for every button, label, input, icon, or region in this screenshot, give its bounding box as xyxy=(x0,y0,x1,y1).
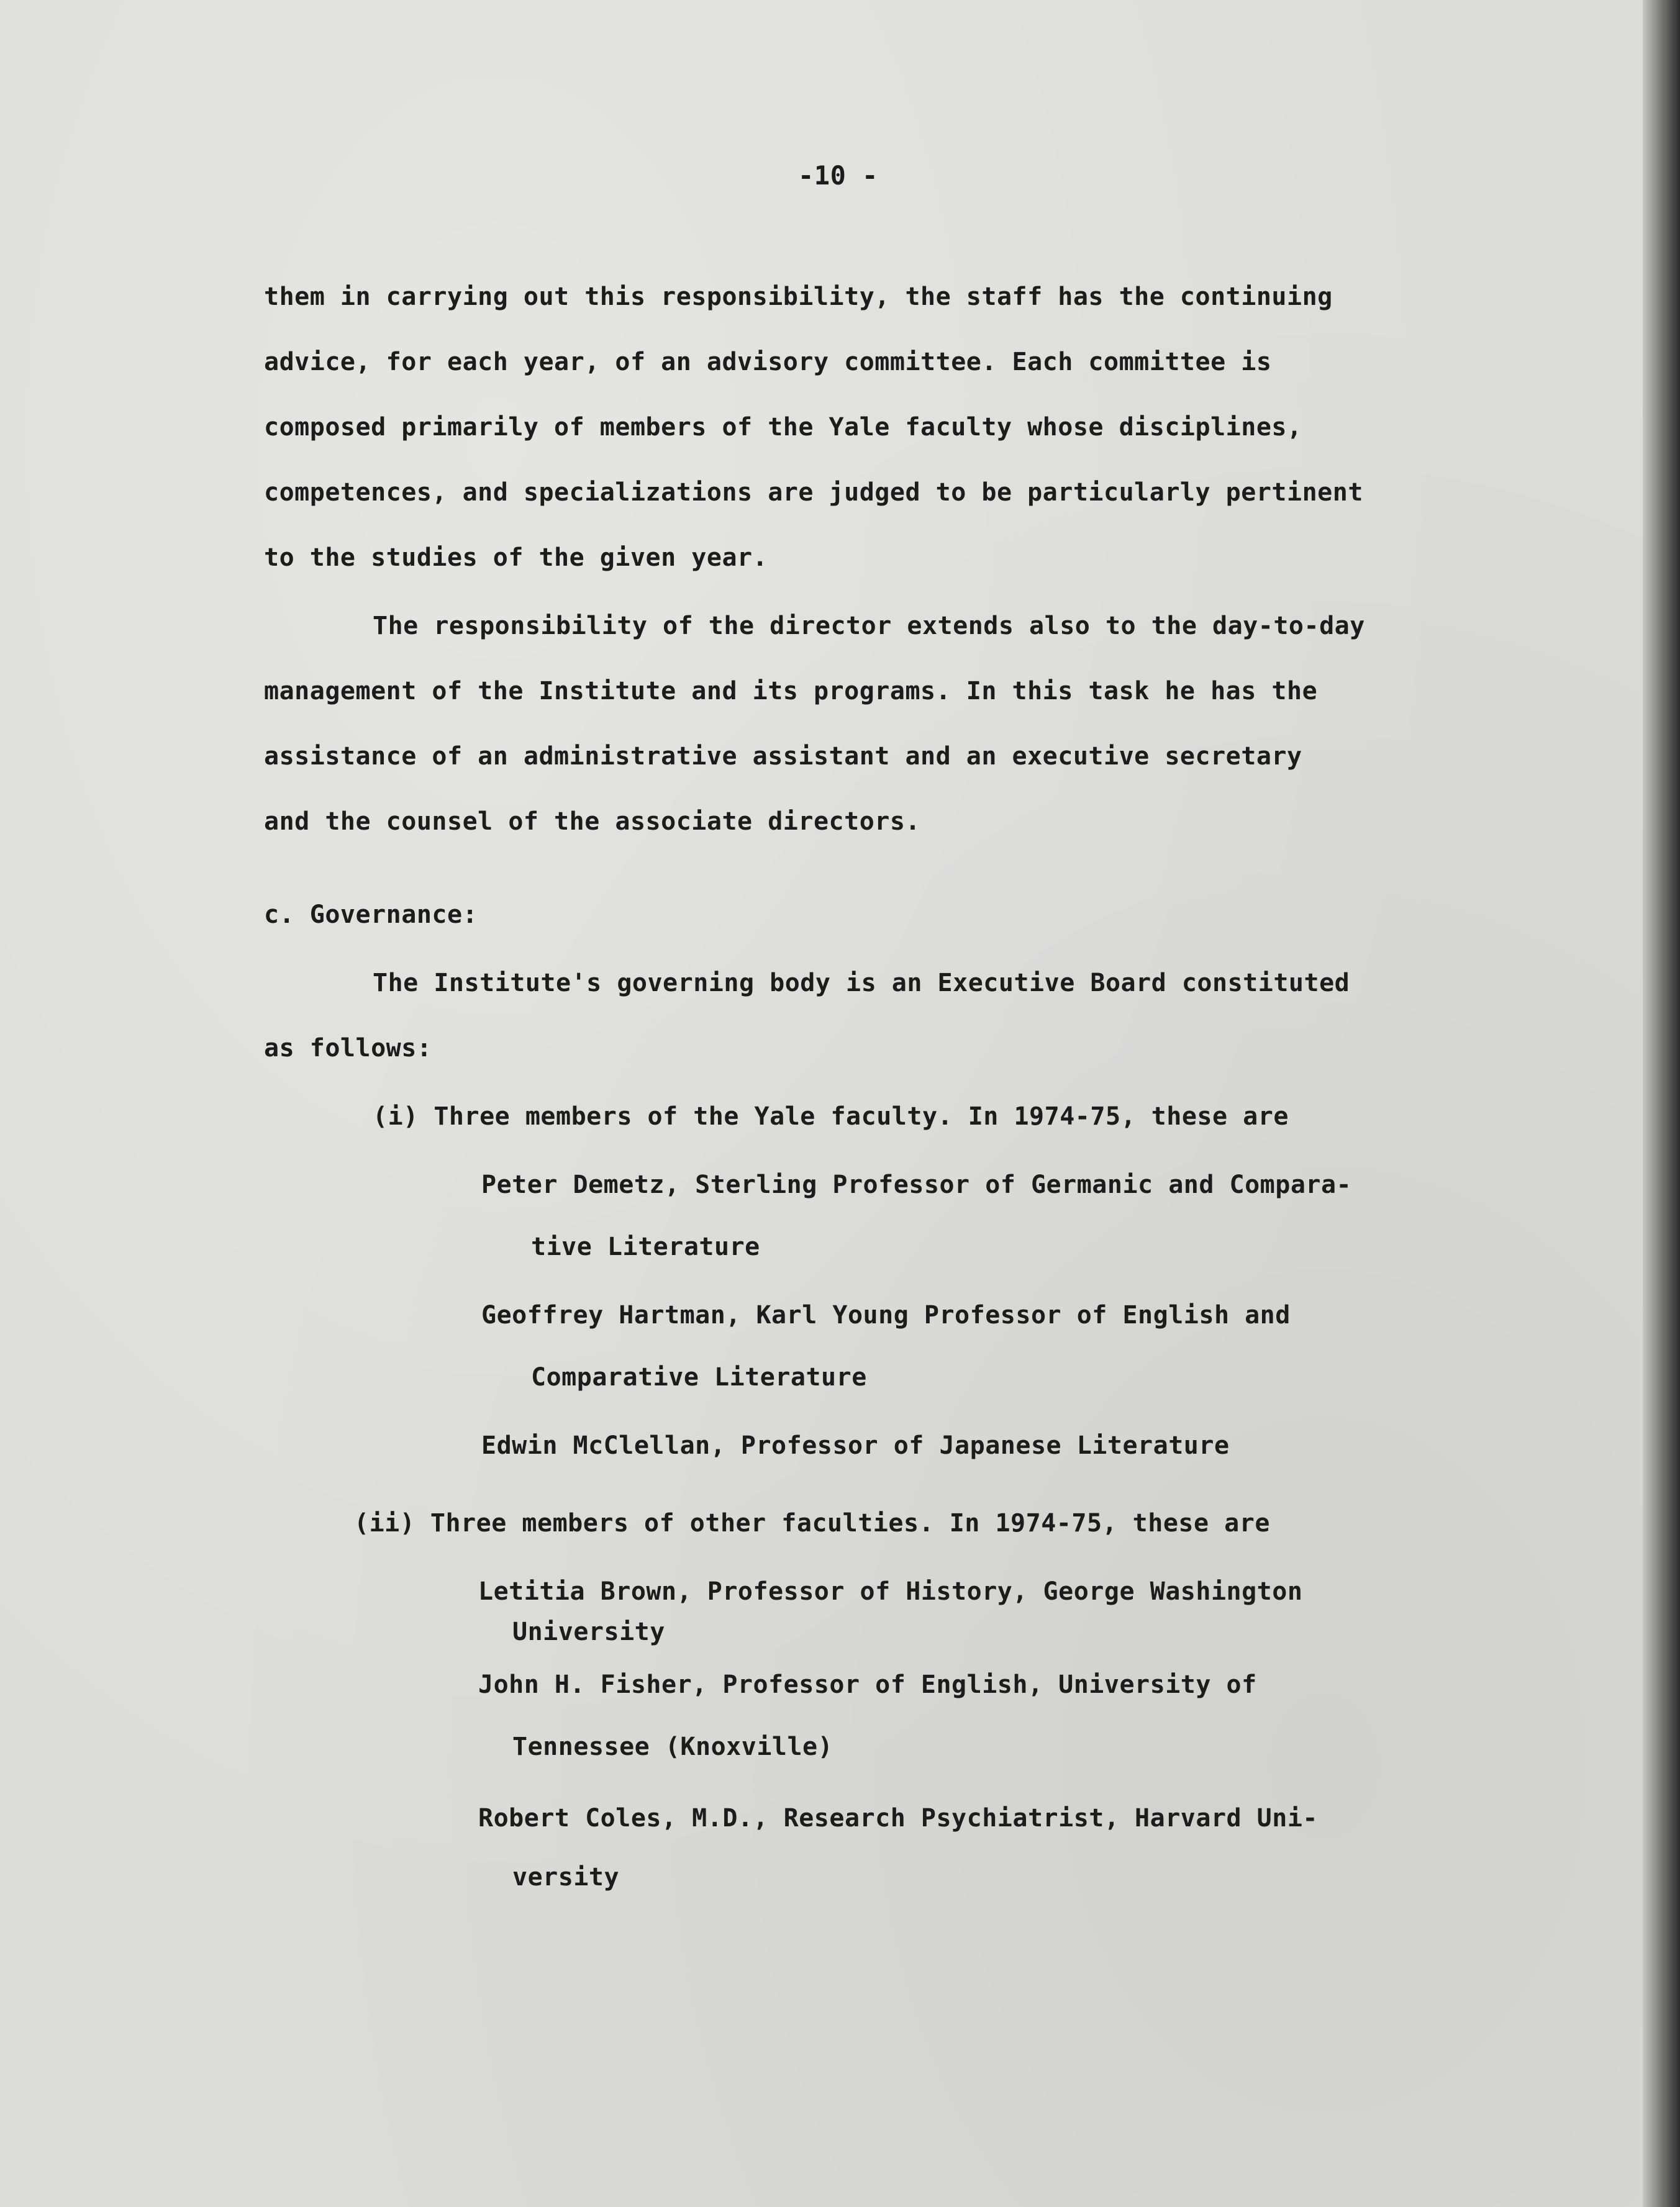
paragraph-2-line-1: The responsibility of the director extends also to the day-to-day xyxy=(373,612,1365,640)
section-heading: c. Governance: xyxy=(264,900,478,929)
paragraph-1-line-4: competences, and specializations are judged to be particularly pertinent xyxy=(264,478,1363,507)
item-2-member-line: versity xyxy=(512,1863,620,1892)
item-2-member-line: University xyxy=(512,1618,665,1646)
item-2-member-line: John H. Fisher, Professor of English, University of xyxy=(478,1670,1257,1699)
item-2-heading: (ii) Three members of other faculties. In 1974-75, these are xyxy=(354,1509,1270,1538)
paragraph-1-line-1: them in carrying out this responsibility, the staff has the continuing xyxy=(264,283,1333,311)
paragraph-1-line-3: composed primarily of members of the Yale faculty whose disciplines, xyxy=(264,413,1302,442)
item-2-member-line: Robert Coles, M.D., Research Psychiatrist, Harvard Uni- xyxy=(478,1804,1319,1833)
paragraph-2-line-2: management of the Institute and its programs. In this task he has the xyxy=(264,677,1318,705)
paragraph-3-line-2: as follows: xyxy=(264,1034,432,1063)
paragraph-2-line-4: and the counsel of the associate directors. xyxy=(264,807,921,836)
paragraph-3-line-1: The Institute's governing body is an Executive Board constituted xyxy=(373,969,1350,997)
item-1-member-line: Geoffrey Hartman, Karl Young Professor of English and xyxy=(481,1301,1291,1330)
item-2-member-line: Letitia Brown, Professor of History, George Washington xyxy=(478,1577,1303,1606)
item-1-member-line: Edwin McClellan, Professor of Japanese Literature xyxy=(481,1431,1230,1460)
item-1-member-line: Comparative Literature xyxy=(531,1363,867,1392)
item-1-member-line: tive Literature xyxy=(531,1233,760,1261)
item-1-heading: (i) Three members of the Yale faculty. In 1974-75, these are xyxy=(373,1102,1289,1131)
item-1-member-line: Peter Demetz, Sterling Professor of Germanic and Compara- xyxy=(481,1171,1352,1199)
paragraph-1-line-2: advice, for each year, of an advisory committee. Each committee is xyxy=(264,348,1272,376)
page-number: -10 - xyxy=(798,160,878,191)
item-2-member-line: Tennessee (Knoxville) xyxy=(512,1733,833,1761)
page-edge-shadow xyxy=(1643,0,1680,2207)
paragraph-1-line-5: to the studies of the given year. xyxy=(264,543,768,572)
paragraph-2-line-3: assistance of an administrative assistant and an executive secretary xyxy=(264,742,1302,771)
